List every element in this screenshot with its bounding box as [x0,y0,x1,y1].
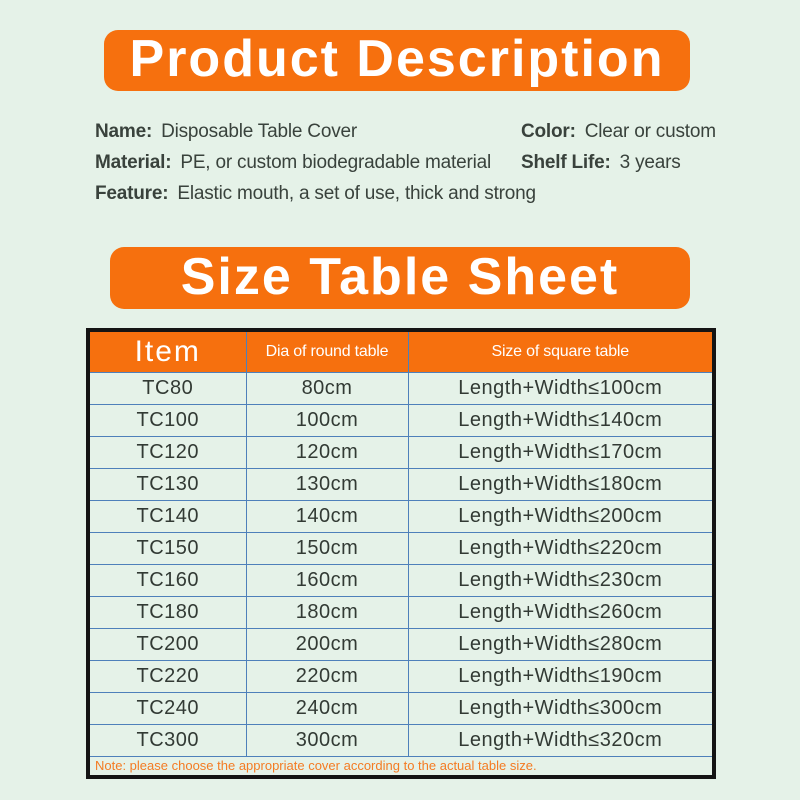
table-cell: 300cm [246,724,408,756]
product-description-title: Product Description [129,30,665,88]
info-line-shelf-life [521,147,716,178]
table-cell: 130cm [246,468,408,500]
feature-value: Elastic mouth, a set of use, thick and strong [177,182,536,204]
color-value: Clear or custom [584,120,716,142]
table-row [88,436,714,468]
table-row [88,500,714,532]
table-cell: Length+Width≤280cm [408,628,714,660]
table-cell: 120cm [246,436,408,468]
size-table [86,328,716,779]
feature-label: Feature: [95,182,169,204]
table-cell: 220cm [246,660,408,692]
material-label: Material: [95,151,172,173]
table-cell: TC200 [88,628,246,660]
table-cell: TC240 [88,692,246,724]
table-cell: Length+Width≤170cm [408,436,714,468]
info-line-material [95,147,536,178]
table-cell: TC180 [88,596,246,628]
header-item: Item [88,330,246,372]
shelf-life-label: Shelf Life: [521,151,611,173]
table-cell: Length+Width≤180cm [408,468,714,500]
table-cell: TC150 [88,532,246,564]
table-cell: Length+Width≤260cm [408,596,714,628]
table-cell: 180cm [246,596,408,628]
product-info-right [521,116,716,178]
color-label: Color: [521,120,576,142]
name-value: Disposable Table Cover [161,120,357,142]
note-row [88,756,714,777]
table-cell: 160cm [246,564,408,596]
table-row [88,596,714,628]
table-cell: Length+Width≤140cm [408,404,714,436]
table-cell: TC300 [88,724,246,756]
size-table-banner [110,247,690,309]
table-cell: TC80 [88,372,246,404]
table-row [88,564,714,596]
table-cell: TC220 [88,660,246,692]
table-cell: 100cm [246,404,408,436]
table-cell: 150cm [246,532,408,564]
name-label: Name: [95,120,153,142]
table-row [88,532,714,564]
header-size-square-table: Size of square table [408,330,714,372]
size-table-body [88,372,714,756]
table-cell: TC140 [88,500,246,532]
table-cell: Length+Width≤300cm [408,692,714,724]
table-cell: 80cm [246,372,408,404]
table-cell: Length+Width≤220cm [408,532,714,564]
table-note: Note: please choose the appropriate cover according to the actual table size. [88,756,714,777]
table-cell: Length+Width≤190cm [408,660,714,692]
size-table-header-row [88,330,714,372]
size-table-title: Size Table Sheet [180,247,620,306]
table-cell: 200cm [246,628,408,660]
table-cell: TC120 [88,436,246,468]
table-row [88,468,714,500]
info-line-feature [95,178,536,209]
table-cell: Length+Width≤320cm [408,724,714,756]
info-line-name [95,116,536,147]
table-cell: TC100 [88,404,246,436]
table-cell: 140cm [246,500,408,532]
table-cell: TC130 [88,468,246,500]
table-row [88,404,714,436]
product-info-left [95,116,536,209]
table-row [88,724,714,756]
table-row [88,628,714,660]
shelf-life-value: 3 years [619,151,681,173]
product-description-banner [104,30,690,91]
table-cell: Length+Width≤230cm [408,564,714,596]
table-row [88,660,714,692]
material-value: PE, or custom biodegradable material [180,151,492,173]
info-line-color [521,116,716,147]
table-cell: Length+Width≤100cm [408,372,714,404]
table-row [88,372,714,404]
header-dia-round-table: Dia of round table [246,330,408,372]
table-cell: TC160 [88,564,246,596]
table-cell: 240cm [246,692,408,724]
table-cell: Length+Width≤200cm [408,500,714,532]
table-row [88,692,714,724]
